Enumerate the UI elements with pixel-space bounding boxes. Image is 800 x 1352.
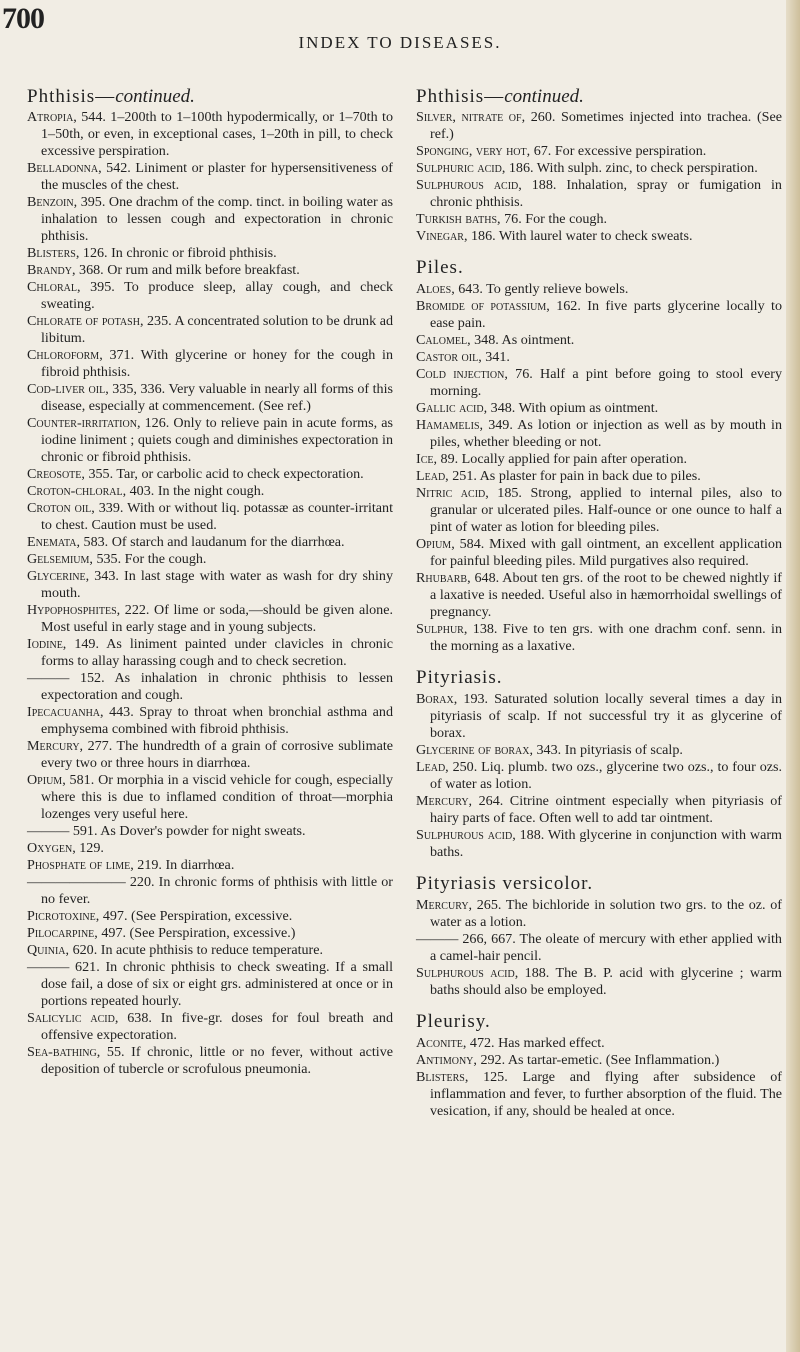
entry-text: , 348. With opium as ointment. xyxy=(483,400,659,416)
index-entry xyxy=(416,366,782,400)
entry-text: , 395. To produce sleep, allay cough, and check sweating. xyxy=(41,279,393,312)
entry-text: , 55. If chronic, little or no fever, without active deposition of tubercle or scrofulous pneumonia. xyxy=(41,1044,393,1077)
index-entry xyxy=(27,602,393,636)
index-entry xyxy=(27,381,393,415)
heading-word: Phthisis xyxy=(27,86,96,107)
entry-term: Sulphuric acid xyxy=(416,160,502,176)
entry-text: , 125. Large and flying after subsidence of inflammation and fever, to further absorption of the fluid. The vesication, if any, should be healed at once. xyxy=(430,1069,782,1119)
index-entry xyxy=(27,925,393,942)
index-entry xyxy=(27,636,393,670)
entry-text: , 264. Citrine ointment especially when pityriasis of hairy parts of face. Often well to add tar ointment. xyxy=(430,793,782,826)
entry-text: , 235. A concentrated solution to be drunk ad libitum. xyxy=(41,313,393,346)
index-entry xyxy=(27,670,393,704)
entry-term: Salicylic acid xyxy=(27,1010,115,1026)
index-entry xyxy=(416,570,782,621)
index-entry xyxy=(416,897,782,931)
entry-term: Hypophosphites xyxy=(27,602,117,618)
entry-text: , 188. Inhalation, spray or fumigation in chronic phthisis. xyxy=(430,177,782,210)
index-entry xyxy=(27,857,393,874)
index-entry xyxy=(416,281,782,298)
disease-section xyxy=(416,669,782,861)
entry-text: , 335, 336. Very valuable in nearly all forms of this disease, especially at commencement. (See ref.) xyxy=(41,381,393,414)
entry-text: , 544. 1–200th to 1–100th hypodermically, or 1–70th to 1–50th, or even, in exceptional cases, 1–20th in pill, to check excessive perspiration. xyxy=(41,109,393,159)
entry-term: Picrotoxine xyxy=(27,908,96,924)
entry-text: , 188. The B. P. acid with glycerine ; warm baths should also be employed. xyxy=(430,965,782,998)
entry-text: , 76. For the cough. xyxy=(497,211,608,227)
entry-term: Oxygen xyxy=(27,840,73,856)
entry-term: Sulphurous acid xyxy=(416,965,515,981)
entry-term: ——— xyxy=(27,823,73,839)
heading-continued: continued. xyxy=(504,86,584,107)
entry-term: Mercury xyxy=(416,793,469,809)
entry-list xyxy=(416,109,782,245)
entry-text: 266, 667. The oleate of mercury with ether applied with a camel-hair pencil. xyxy=(430,931,782,964)
index-entry xyxy=(416,1069,782,1120)
entry-term: ——— xyxy=(416,931,463,947)
continued-heading: Phthisis—continued. xyxy=(416,86,584,107)
index-entry xyxy=(416,417,782,451)
entry-list xyxy=(27,109,393,1078)
entry-term: Glycerine xyxy=(27,568,86,584)
entry-term: Ice xyxy=(416,451,434,467)
entry-term: Enemata xyxy=(27,534,77,550)
index-entry xyxy=(416,536,782,570)
entry-term: Antimony xyxy=(416,1052,474,1068)
entry-term: Croton oil xyxy=(27,500,92,516)
entry-term: Lead xyxy=(416,468,446,484)
index-entry xyxy=(416,143,782,160)
index-entry xyxy=(416,332,782,349)
index-entry xyxy=(27,551,393,568)
entry-text: , 186. With laurel water to check sweats. xyxy=(463,228,693,244)
index-entry xyxy=(27,823,393,840)
page-edge xyxy=(786,0,800,1352)
entry-text: , 193. Saturated solution locally several times a day in pityriasis of scalp. If not successful try it as glycerine of borax. xyxy=(430,691,782,741)
index-entry xyxy=(416,931,782,965)
entry-text: , 620. In acute phthisis to reduce temperature. xyxy=(65,942,324,958)
entry-text: , 251. As plaster for pain in back due to piles. xyxy=(445,468,701,484)
index-entry xyxy=(27,1044,393,1078)
section-heading: Piles. xyxy=(416,257,464,278)
index-entry xyxy=(27,160,393,194)
entry-text: , 472. Has marked effect. xyxy=(462,1035,605,1051)
entry-text: 621. In chronic phthisis to check sweating. If a small dose fail, a dose of six or eight grs. administered at once or in portions repeated hourly. xyxy=(41,959,393,1009)
entry-term: Atropia xyxy=(27,109,74,125)
entry-text: , 443. Spray to throat when bronchial asthma and emphysema combined with fibroid phthisis. xyxy=(41,704,393,737)
entry-term: Chlorate of potash xyxy=(27,313,140,329)
index-entry xyxy=(416,400,782,417)
entry-term: Sulphurous acid xyxy=(416,177,519,193)
index-entry xyxy=(416,827,782,861)
heading-word: Phthisis xyxy=(416,86,485,107)
index-entry xyxy=(416,451,782,468)
entry-term: Cod-liver oil xyxy=(27,381,106,397)
entry-text: , 638. In five-gr. doses for foul breath and offensive expectoration. xyxy=(41,1010,393,1043)
entry-term: Mercury xyxy=(27,738,80,754)
index-entry xyxy=(416,793,782,827)
entry-term: Croton-chloral xyxy=(27,483,123,499)
entry-term: Borax xyxy=(416,691,454,707)
entry-text: , 339. With or without liq. potassæ as counter-irritant to chest. Caution must be used. xyxy=(41,500,393,533)
index-entry xyxy=(416,349,782,366)
entry-text: , 292. As tartar-emetic. (See Inflammation.) xyxy=(473,1052,720,1068)
entry-term: Calomel xyxy=(416,332,468,348)
entry-text: , 188. With glycerine in conjunction with warm baths. xyxy=(430,827,782,860)
section-heading: Pityriasis versicolor. xyxy=(416,873,594,894)
entry-term: Opium xyxy=(27,772,63,788)
entry-term: Aconite xyxy=(416,1035,463,1051)
index-entry xyxy=(27,483,393,500)
entry-text: , 349. As lotion or injection as well as by mouth in piles, whether bleeding or not. xyxy=(430,417,782,450)
index-entry xyxy=(27,704,393,738)
right-column xyxy=(416,88,782,1120)
index-entry xyxy=(27,1010,393,1044)
index-entry xyxy=(27,738,393,772)
index-entry xyxy=(27,772,393,823)
index-entry xyxy=(416,1035,782,1052)
index-entry xyxy=(27,194,393,245)
index-entry xyxy=(27,908,393,925)
entry-term: Gallic acid xyxy=(416,400,484,416)
entry-text: , 185. Strong, applied to internal piles, also to granular or ulcerated piles. Half-ounce or one ounce to half a pint of water as lotion for bleeding piles. xyxy=(430,485,782,535)
entry-text: , 542. Liniment or plaster for hypersensitiveness of the muscles of the chest. xyxy=(41,160,393,193)
entry-term: Nitric acid xyxy=(416,485,486,501)
entry-term: Gelsemium xyxy=(27,551,90,567)
entry-text: , 260. Sometimes injected into trachea. (See ref.) xyxy=(430,109,782,142)
index-entry xyxy=(27,466,393,483)
entry-term: ——————— xyxy=(27,874,130,890)
index-entry xyxy=(27,874,393,908)
entry-text: , 186. With sulph. zinc, to check perspiration. xyxy=(501,160,758,176)
index-entry xyxy=(416,759,782,793)
entry-text: , 368. Or rum and milk before breakfast. xyxy=(71,262,300,278)
entry-text: , 643. To gently relieve bowels. xyxy=(451,281,629,297)
entry-term: Sponging, very hot xyxy=(416,143,527,159)
index-entry xyxy=(27,500,393,534)
entry-term: Ipecacuanha xyxy=(27,704,101,720)
entry-text: , 395. One drachm of the comp. tinct. in boiling water as inhalation to lessen cough and expectoration in chronic phthisis. xyxy=(41,194,393,244)
entry-text: 152. As inhalation in chronic phthisis to lessen expectoration and cough. xyxy=(41,670,393,703)
index-entry xyxy=(416,691,782,742)
entry-term: ——— xyxy=(27,670,80,686)
entry-text: , 219. In diarrhœa. xyxy=(130,857,235,873)
index-entry xyxy=(27,262,393,279)
index-entry xyxy=(27,959,393,1010)
entry-term: Iodine xyxy=(27,636,63,652)
entry-term: Chloroform xyxy=(27,347,100,363)
index-entry xyxy=(416,177,782,211)
index-entry xyxy=(27,840,393,857)
entry-term: Castor oil xyxy=(416,349,479,365)
index-entry xyxy=(416,485,782,536)
entry-term: Belladonna xyxy=(27,160,99,176)
entry-text: , 648. About ten grs. of the root to be chewed nightly if a laxative is needed. Useful also in hæmorrhoidal swellings of pregnancy. xyxy=(430,570,782,620)
running-head: INDEX TO DISEASES. xyxy=(298,33,502,52)
entry-term: Creosote xyxy=(27,466,82,482)
entry-text: 591. As Dover's powder for night sweats. xyxy=(72,823,306,839)
entry-text: , 497. (See Perspiration, excessive. xyxy=(95,908,293,924)
entry-text: , 126. In chronic or fibroid phthisis. xyxy=(75,245,277,261)
entry-text: , 265. The bichloride in solution two grs. to the oz. of water as a lotion. xyxy=(430,897,782,930)
disease-section xyxy=(416,875,782,999)
index-entry xyxy=(27,568,393,602)
index-entry xyxy=(416,1052,782,1069)
entry-term: Turkish baths xyxy=(416,211,498,227)
entry-text: , 583. Of starch and laudanum for the diarrhœa. xyxy=(76,534,345,550)
entry-term: Opium xyxy=(416,536,452,552)
entry-text: , 138. Five to ten grs. with one drachm conf. senn. in the morning as a laxative. xyxy=(430,621,782,654)
entry-term: Sea-bathing xyxy=(27,1044,97,1060)
entry-text: , 277. The hundredth of a grain of corrosive sublimate every two or three hours in diarrhœa. xyxy=(41,738,393,771)
entry-text: , 149. As liniment painted under clavicles in chronic forms to allay harassing cough and to check secretion. xyxy=(41,636,393,669)
index-entry xyxy=(416,211,782,228)
entry-term: Lead xyxy=(416,759,446,775)
entry-term: Aloes xyxy=(416,281,452,297)
entry-term: Cold injection xyxy=(416,366,505,382)
entry-text: , 76. Half a pint before going to stool every morning. xyxy=(430,366,782,399)
entry-text: , 584. Mixed with gall ointment, an excellent application for painful bleeding piles. Mild purgatives also required. xyxy=(430,536,782,569)
entry-term: Hamamelis xyxy=(416,417,480,433)
section-list xyxy=(416,259,782,1120)
entry-term: Brandy xyxy=(27,262,72,278)
entry-term: ——— xyxy=(27,959,76,975)
disease-section xyxy=(416,1013,782,1120)
index-entry xyxy=(27,245,393,262)
index-entry xyxy=(27,313,393,347)
entry-term: Phosphate of lime xyxy=(27,857,131,873)
entry-text: , 343. In last stage with water as wash for dry shiny mouth. xyxy=(41,568,393,601)
entry-term: Benzoin xyxy=(27,194,74,210)
entry-text: 220. In chronic forms of phthisis with little or no fever. xyxy=(41,874,393,907)
index-entry xyxy=(416,109,782,143)
index-entry xyxy=(416,160,782,177)
index-entry xyxy=(27,534,393,551)
entry-term: Silver, nitrate of xyxy=(416,109,522,125)
index-entry xyxy=(416,621,782,655)
index-entry xyxy=(416,742,782,759)
entry-text: , 67. For excessive perspiration. xyxy=(526,143,707,159)
disease-section xyxy=(416,259,782,655)
entry-text: , 89. Locally applied for pain after operation. xyxy=(433,451,688,467)
index-entry xyxy=(27,415,393,466)
index-entry xyxy=(27,109,393,160)
index-entry xyxy=(416,228,782,245)
entry-term: Vinegar xyxy=(416,228,464,244)
entry-term: Counter-irritation xyxy=(27,415,137,431)
entry-term: Glycerine of borax xyxy=(416,742,530,758)
entry-text: , 371. With glycerine or honey for the cough in fibroid phthisis. xyxy=(41,347,393,380)
entry-text: , 250. Liq. plumb. two ozs., glycerine two ozs., to four ozs. of water as lotion. xyxy=(430,759,782,792)
section-heading: Pleurisy. xyxy=(416,1011,491,1032)
entry-term: Chloral xyxy=(27,279,77,295)
continued-heading: Phthisis—continued. xyxy=(27,86,195,107)
entry-text: , 126. Only to relieve pain in acute forms, as iodine liniment ; quiets cough and diminishes expectoration in chronic or fibroid phthisis. xyxy=(41,415,393,465)
section-heading: Pityriasis. xyxy=(416,667,503,688)
entry-term: Mercury xyxy=(416,897,469,913)
entry-text: , 162. In five parts glycerine locally to ease pain. xyxy=(430,298,782,331)
entry-text: , 497. (See Perspiration, excessive.) xyxy=(94,925,296,941)
entry-text: , 341. xyxy=(478,349,510,365)
entry-text: , 535. For the cough. xyxy=(89,551,207,567)
entry-text: , 129. xyxy=(72,840,104,856)
entry-term: Bromide of potassium xyxy=(416,298,547,314)
entry-text: , 343. In pityriasis of scalp. xyxy=(529,742,683,758)
heading-continued: continued. xyxy=(115,86,195,107)
entry-text: , 348. As ointment. xyxy=(467,332,575,348)
index-entry xyxy=(27,347,393,381)
entry-text: , 403. In the night cough. xyxy=(122,483,265,499)
entry-term: Blisters xyxy=(27,245,76,261)
entry-term: Sulphur xyxy=(416,621,464,637)
index-entry xyxy=(27,279,393,313)
entry-text: , 355. Tar, or carbolic acid to check expectoration. xyxy=(81,466,364,482)
index-entry xyxy=(416,965,782,999)
index-entry xyxy=(27,942,393,959)
page-number: 700 xyxy=(2,2,44,35)
entry-text: , 581. Or morphia in a viscid vehicle for cough, especially where this is due to inflamed condition of throat—morphia lozenges very useful here. xyxy=(41,772,393,822)
entry-text: , 222. Of lime or soda,—should be given alone. Most useful in early stage and in young subjects. xyxy=(41,602,393,635)
index-entry xyxy=(416,298,782,332)
index-entry xyxy=(416,468,782,485)
entry-term: Pilocarpine xyxy=(27,925,95,941)
entry-term: Sulphurous acid xyxy=(416,827,513,843)
left-column xyxy=(27,88,393,1078)
entry-term: Rhubarb xyxy=(416,570,468,586)
entry-term: Quinia xyxy=(27,942,66,958)
entry-term: Blisters xyxy=(416,1069,465,1085)
